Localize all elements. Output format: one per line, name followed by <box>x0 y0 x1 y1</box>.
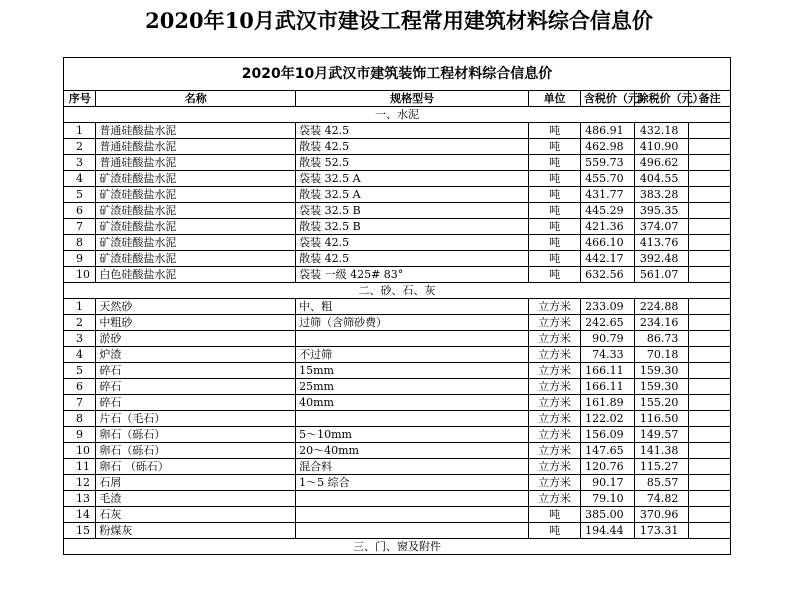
cell-tax-excl: 561.07 <box>634 267 689 283</box>
cell-tax-excl: 234.16 <box>634 315 689 331</box>
cell-tax-excl: 374.07 <box>634 219 689 235</box>
cell-note <box>689 267 731 283</box>
table-row <box>64 331 731 347</box>
cell-unit: 吨 <box>529 267 581 283</box>
cell-seq: 8 <box>64 235 96 251</box>
cell-spec: 袋装 42.5 <box>296 123 529 139</box>
cell-name: 片石（毛石） <box>96 411 296 427</box>
page-title: 2020年10月武汉市建设工程常用建筑材料综合信息价 <box>145 8 653 33</box>
cell-unit: 吨 <box>529 235 581 251</box>
cell-note <box>689 443 731 459</box>
cell-unit: 立方米 <box>529 443 581 459</box>
section-row <box>64 539 731 555</box>
section-row <box>64 107 731 123</box>
cell-tax-excl: 159.30 <box>634 379 689 395</box>
cell-tax-excl: 74.82 <box>634 491 689 507</box>
cell-spec: 散装 42.5 <box>296 139 529 155</box>
cell-tax-incl: 166.11 <box>580 363 634 379</box>
cell-unit: 吨 <box>529 155 581 171</box>
cell-name: 粉煤灰 <box>96 523 296 539</box>
table-row <box>64 459 731 475</box>
cell-unit: 立方米 <box>529 395 581 411</box>
cell-tax-incl: 385.00 <box>580 507 634 523</box>
cell-tax-excl: 159.30 <box>634 363 689 379</box>
cell-tax-excl: 70.18 <box>634 347 689 363</box>
cell-tax-excl: 85.57 <box>634 475 689 491</box>
cell-tax-excl: 115.27 <box>634 459 689 475</box>
cell-unit: 立方米 <box>529 411 581 427</box>
cell-tax-excl: 86.73 <box>634 331 689 347</box>
cell-seq: 9 <box>64 427 96 443</box>
cell-unit: 立方米 <box>529 427 581 443</box>
table-row <box>64 171 731 187</box>
cell-tax-incl: 559.73 <box>580 155 634 171</box>
cell-seq: 5 <box>64 363 96 379</box>
cell-seq: 1 <box>64 123 96 139</box>
cell-note <box>689 363 731 379</box>
cell-note <box>689 459 731 475</box>
cell-seq: 4 <box>64 171 96 187</box>
cell-note <box>689 171 731 187</box>
table-row <box>64 427 731 443</box>
cell-note <box>689 475 731 491</box>
cell-unit: 吨 <box>529 251 581 267</box>
cell-name: 碎石 <box>96 395 296 411</box>
cell-tax-incl: 632.56 <box>580 267 634 283</box>
cell-tax-incl: 122.02 <box>580 411 634 427</box>
section-row <box>64 283 731 299</box>
cell-tax-excl: 149.57 <box>634 427 689 443</box>
cell-note <box>689 411 731 427</box>
cell-note <box>689 235 731 251</box>
cell-name: 淤砂 <box>96 331 296 347</box>
cell-spec <box>296 523 529 539</box>
table-row <box>64 299 731 315</box>
cell-name: 矿渣硅酸盐水泥 <box>96 251 296 267</box>
cell-tax-excl: 432.18 <box>634 123 689 139</box>
section-title: 三、门、窗及附件 <box>64 539 731 555</box>
cell-spec <box>296 507 529 523</box>
cell-note <box>689 139 731 155</box>
cell-name: 普通硅酸盐水泥 <box>96 155 296 171</box>
cell-note <box>689 155 731 171</box>
cell-spec: 袋装 一级 425# 83° <box>296 267 529 283</box>
cell-spec: 袋装 32.5 A <box>296 171 529 187</box>
cell-tax-incl: 462.98 <box>580 139 634 155</box>
cell-tax-incl: 431.77 <box>580 187 634 203</box>
cell-unit: 立方米 <box>529 491 581 507</box>
cell-name: 中粗砂 <box>96 315 296 331</box>
cell-name: 矿渣硅酸盐水泥 <box>96 203 296 219</box>
cell-seq: 6 <box>64 203 96 219</box>
table-row <box>64 251 731 267</box>
cell-unit: 立方米 <box>529 459 581 475</box>
cell-tax-excl: 395.35 <box>634 203 689 219</box>
cell-note <box>689 203 731 219</box>
cell-note <box>689 299 731 315</box>
cell-name: 矿渣硅酸盐水泥 <box>96 219 296 235</box>
cell-unit: 吨 <box>529 187 581 203</box>
cell-name: 碎石 <box>96 379 296 395</box>
cell-note <box>689 123 731 139</box>
header-unit: 单位 <box>529 91 581 107</box>
cell-spec <box>296 331 529 347</box>
table-row <box>64 475 731 491</box>
cell-name: 白色硅酸盐水泥 <box>96 267 296 283</box>
table-row <box>64 203 731 219</box>
cell-tax-excl: 370.96 <box>634 507 689 523</box>
cell-note <box>689 491 731 507</box>
cell-tax-excl: 155.20 <box>634 395 689 411</box>
table-row <box>64 347 731 363</box>
cell-spec <box>296 411 529 427</box>
cell-tax-incl: 466.10 <box>580 235 634 251</box>
cell-note <box>689 187 731 203</box>
cell-name: 碎石 <box>96 363 296 379</box>
cell-tax-excl: 404.55 <box>634 171 689 187</box>
cell-note <box>689 219 731 235</box>
cell-seq: 5 <box>64 187 96 203</box>
table-row <box>64 395 731 411</box>
cell-tax-incl: 166.11 <box>580 379 634 395</box>
cell-name: 矿渣硅酸盐水泥 <box>96 171 296 187</box>
cell-tax-incl: 194.44 <box>580 523 634 539</box>
price-table <box>63 57 731 555</box>
cell-tax-excl: 173.31 <box>634 523 689 539</box>
cell-seq: 3 <box>64 331 96 347</box>
cell-tax-incl: 161.89 <box>580 395 634 411</box>
cell-spec: 散装 32.5 B <box>296 219 529 235</box>
cell-tax-excl: 116.50 <box>634 411 689 427</box>
table-row <box>64 363 731 379</box>
cell-seq: 7 <box>64 395 96 411</box>
cell-note <box>689 315 731 331</box>
cell-name: 卵石（砾石） <box>96 427 296 443</box>
section-title: 二、砂、石、灰 <box>64 283 731 299</box>
cell-unit: 吨 <box>529 123 581 139</box>
cell-seq: 15 <box>64 523 96 539</box>
cell-seq: 1 <box>64 299 96 315</box>
cell-name: 炉渣 <box>96 347 296 363</box>
cell-tax-incl: 79.10 <box>580 491 634 507</box>
cell-name: 卵石（砾石） <box>96 443 296 459</box>
table-row <box>64 411 731 427</box>
section-title: 一、水泥 <box>64 107 731 123</box>
cell-note <box>689 331 731 347</box>
cell-unit: 立方米 <box>529 299 581 315</box>
cell-tax-incl: 147.65 <box>580 443 634 459</box>
cell-spec: 40mm <box>296 395 529 411</box>
cell-note <box>689 427 731 443</box>
cell-tax-incl: 74.33 <box>580 347 634 363</box>
cell-unit: 立方米 <box>529 379 581 395</box>
header-tax-excl: 除税价（元） <box>634 91 689 107</box>
cell-unit: 吨 <box>529 171 581 187</box>
cell-unit: 立方米 <box>529 315 581 331</box>
header-tax-incl: 含税价（元） <box>580 91 634 107</box>
cell-tax-excl: 224.88 <box>634 299 689 315</box>
cell-spec: 1～5 综合 <box>296 475 529 491</box>
cell-tax-incl: 445.29 <box>580 203 634 219</box>
cell-note <box>689 395 731 411</box>
cell-seq: 12 <box>64 475 96 491</box>
cell-seq: 8 <box>64 411 96 427</box>
cell-tax-excl: 496.62 <box>634 155 689 171</box>
cell-unit: 立方米 <box>529 347 581 363</box>
table-row <box>64 123 731 139</box>
cell-unit: 吨 <box>529 203 581 219</box>
cell-name: 石屑 <box>96 475 296 491</box>
cell-spec: 中、粗 <box>296 299 529 315</box>
cell-spec <box>296 491 529 507</box>
cell-seq: 7 <box>64 219 96 235</box>
cell-spec: 袋装 32.5 B <box>296 203 529 219</box>
table-row <box>64 187 731 203</box>
cell-spec: 不过筛 <box>296 347 529 363</box>
cell-note <box>689 507 731 523</box>
cell-tax-excl: 413.76 <box>634 235 689 251</box>
cell-spec: 15mm <box>296 363 529 379</box>
table-row <box>64 379 731 395</box>
header-spec: 规格型号 <box>296 91 529 107</box>
table-row <box>64 139 731 155</box>
cell-tax-excl: 410.90 <box>634 139 689 155</box>
cell-name: 毛渣 <box>96 491 296 507</box>
cell-seq: 3 <box>64 155 96 171</box>
cell-spec: 混合料 <box>296 459 529 475</box>
table-row <box>64 155 731 171</box>
cell-note <box>689 251 731 267</box>
cell-seq: 10 <box>64 267 96 283</box>
cell-spec: 25mm <box>296 379 529 395</box>
cell-name: 卵石 （砾石） <box>96 459 296 475</box>
cell-tax-incl: 455.70 <box>580 171 634 187</box>
cell-spec: 散装 42.5 <box>296 251 529 267</box>
table-row <box>64 443 731 459</box>
cell-tax-incl: 486.91 <box>580 123 634 139</box>
cell-tax-incl: 233.09 <box>580 299 634 315</box>
cell-note <box>689 347 731 363</box>
cell-seq: 2 <box>64 315 96 331</box>
cell-seq: 13 <box>64 491 96 507</box>
cell-tax-incl: 90.17 <box>580 475 634 491</box>
table-row <box>64 491 731 507</box>
cell-unit: 吨 <box>529 219 581 235</box>
cell-name: 矿渣硅酸盐水泥 <box>96 187 296 203</box>
cell-name: 普通硅酸盐水泥 <box>96 123 296 139</box>
cell-seq: 4 <box>64 347 96 363</box>
table-row <box>64 523 731 539</box>
table-row <box>64 235 731 251</box>
cell-tax-incl: 242.65 <box>580 315 634 331</box>
header-seq: 序号 <box>64 91 96 107</box>
cell-spec: 袋装 42.5 <box>296 235 529 251</box>
cell-tax-incl: 442.17 <box>580 251 634 267</box>
cell-note <box>689 523 731 539</box>
header-name: 名称 <box>96 91 296 107</box>
cell-name: 天然砂 <box>96 299 296 315</box>
table-header-row <box>64 91 731 107</box>
cell-tax-incl: 156.09 <box>580 427 634 443</box>
cell-seq: 11 <box>64 459 96 475</box>
table-title: 2020年10月武汉市建筑装饰工程材料综合信息价 <box>64 58 731 91</box>
cell-tax-incl: 120.76 <box>580 459 634 475</box>
cell-seq: 14 <box>64 507 96 523</box>
cell-spec: 散装 32.5 A <box>296 187 529 203</box>
cell-tax-incl: 90.79 <box>580 331 634 347</box>
cell-tax-excl: 392.48 <box>634 251 689 267</box>
table-row <box>64 219 731 235</box>
cell-unit: 吨 <box>529 139 581 155</box>
header-note: 备注 <box>689 91 731 107</box>
cell-seq: 10 <box>64 443 96 459</box>
cell-tax-excl: 383.28 <box>634 187 689 203</box>
cell-spec: 5～10mm <box>296 427 529 443</box>
cell-spec: 散装 52.5 <box>296 155 529 171</box>
cell-name: 普通硅酸盐水泥 <box>96 139 296 155</box>
cell-note <box>689 379 731 395</box>
cell-spec: 过筛（含筛砂费） <box>296 315 529 331</box>
cell-tax-incl: 421.36 <box>580 219 634 235</box>
cell-seq: 6 <box>64 379 96 395</box>
table-row <box>64 507 731 523</box>
cell-name: 矿渣硅酸盐水泥 <box>96 235 296 251</box>
table-row <box>64 315 731 331</box>
cell-tax-excl: 141.38 <box>634 443 689 459</box>
table-row <box>64 267 731 283</box>
cell-unit: 吨 <box>529 507 581 523</box>
cell-spec: 20～40mm <box>296 443 529 459</box>
cell-seq: 9 <box>64 251 96 267</box>
cell-seq: 2 <box>64 139 96 155</box>
cell-unit: 立方米 <box>529 363 581 379</box>
cell-name: 石灰 <box>96 507 296 523</box>
cell-unit: 吨 <box>529 523 581 539</box>
cell-unit: 立方米 <box>529 331 581 347</box>
cell-unit: 立方米 <box>529 475 581 491</box>
